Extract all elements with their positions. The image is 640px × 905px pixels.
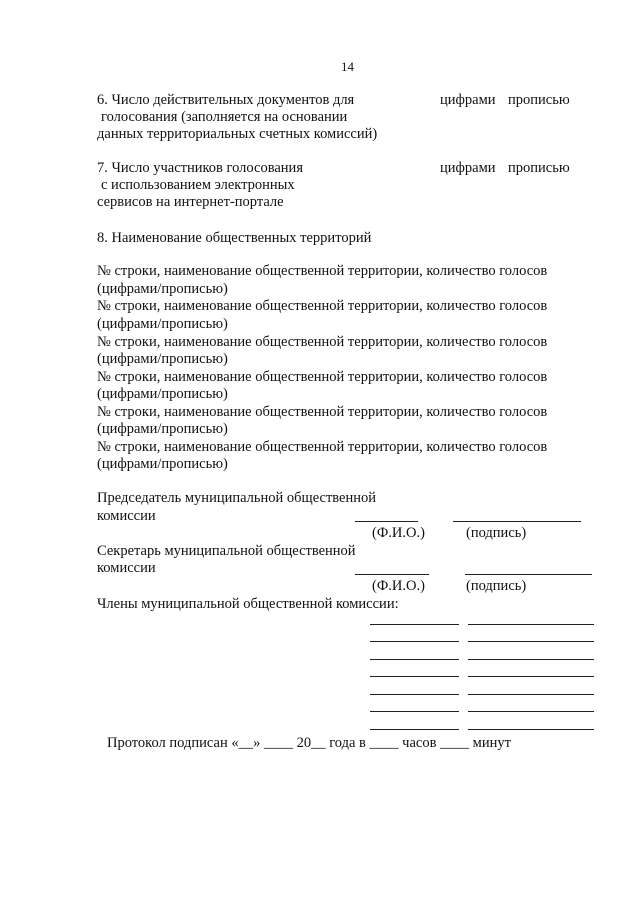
territory-row-1: № строки, наименование общественной территории, количество голосов bbox=[97, 263, 548, 279]
secretary-signature-caption: (подпись) bbox=[466, 578, 527, 594]
territory-row-5-note: (цифрами/прописью) bbox=[97, 421, 228, 437]
territory-row-1-note: (цифрами/прописью) bbox=[97, 281, 228, 297]
territory-row-4-note: (цифрами/прописью) bbox=[97, 386, 228, 402]
territory-row-6-note: (цифрами/прописью) bbox=[97, 456, 228, 472]
chairman-label-2: комиссии bbox=[97, 508, 156, 524]
member-1-fio-line[interactable] bbox=[370, 624, 459, 625]
secretary-fio-caption: (Ф.И.О.) bbox=[372, 578, 425, 594]
item6-line3: данных территориальных счетных комиссий) bbox=[97, 126, 378, 142]
territory-row-3: № строки, наименование общественной территории, количество голосов bbox=[97, 334, 548, 350]
member-3-fio-line[interactable] bbox=[370, 659, 459, 660]
member-2-fio-line[interactable] bbox=[370, 641, 459, 642]
chairman-label: Председатель муниципальной общественной bbox=[97, 490, 377, 506]
item7-line3: сервисов на интернет-портале bbox=[97, 194, 284, 210]
member-4-signature-line[interactable] bbox=[468, 676, 594, 677]
chairman-fio-line[interactable] bbox=[355, 521, 418, 522]
page-number: 14 bbox=[341, 59, 354, 74]
chairman-signature-caption: (подпись) bbox=[466, 525, 527, 541]
item6-line2: голосования (заполняется на основании bbox=[101, 109, 348, 125]
member-5-signature-line[interactable] bbox=[468, 694, 594, 695]
member-7-fio-line[interactable] bbox=[370, 729, 459, 730]
chairman-fio-caption: (Ф.И.О.) bbox=[372, 525, 425, 541]
territory-row-5: № строки, наименование общественной территории, количество голосов bbox=[97, 404, 548, 420]
member-7-signature-line[interactable] bbox=[468, 729, 594, 730]
secretary-fio-line[interactable] bbox=[355, 574, 429, 575]
item7-line1: 7. Число участников голосования bbox=[97, 160, 303, 176]
item7-digits-label: цифрами bbox=[440, 160, 496, 176]
member-2-signature-line[interactable] bbox=[468, 641, 594, 642]
member-4-fio-line[interactable] bbox=[370, 676, 459, 677]
member-5-fio-line[interactable] bbox=[370, 694, 459, 695]
item8-title: 8. Наименование общественных территорий bbox=[97, 230, 372, 246]
territory-row-2: № строки, наименование общественной территории, количество голосов bbox=[97, 298, 548, 314]
member-6-signature-line[interactable] bbox=[468, 711, 594, 712]
secretary-signature-line[interactable] bbox=[465, 574, 592, 575]
territory-row-2-note: (цифрами/прописью) bbox=[97, 316, 228, 332]
member-3-signature-line[interactable] bbox=[468, 659, 594, 660]
territory-row-3-note: (цифрами/прописью) bbox=[97, 351, 228, 367]
protocol-signed-line: Протокол подписан «__» ____ 20__ года в ____ часов ____ минут bbox=[107, 735, 511, 751]
territory-row-4: № строки, наименование общественной территории, количество голосов bbox=[97, 369, 548, 385]
members-label: Члены муниципальной общественной комиссии: bbox=[97, 596, 399, 612]
secretary-label: Секретарь муниципальной общественной bbox=[97, 543, 356, 559]
chairman-signature-line[interactable] bbox=[453, 521, 581, 522]
member-1-signature-line[interactable] bbox=[468, 624, 594, 625]
territory-row-6: № строки, наименование общественной территории, количество голосов bbox=[97, 439, 548, 455]
member-6-fio-line[interactable] bbox=[370, 711, 459, 712]
item6-digits-label: цифрами bbox=[440, 92, 496, 108]
item7-line2: с использованием электронных bbox=[101, 177, 295, 193]
item6-line1: 6. Число действительных документов для bbox=[97, 92, 355, 108]
item6-words-label: прописью bbox=[508, 92, 570, 108]
secretary-label-2: комиссии bbox=[97, 560, 156, 576]
item7-words-label: прописью bbox=[508, 160, 570, 176]
